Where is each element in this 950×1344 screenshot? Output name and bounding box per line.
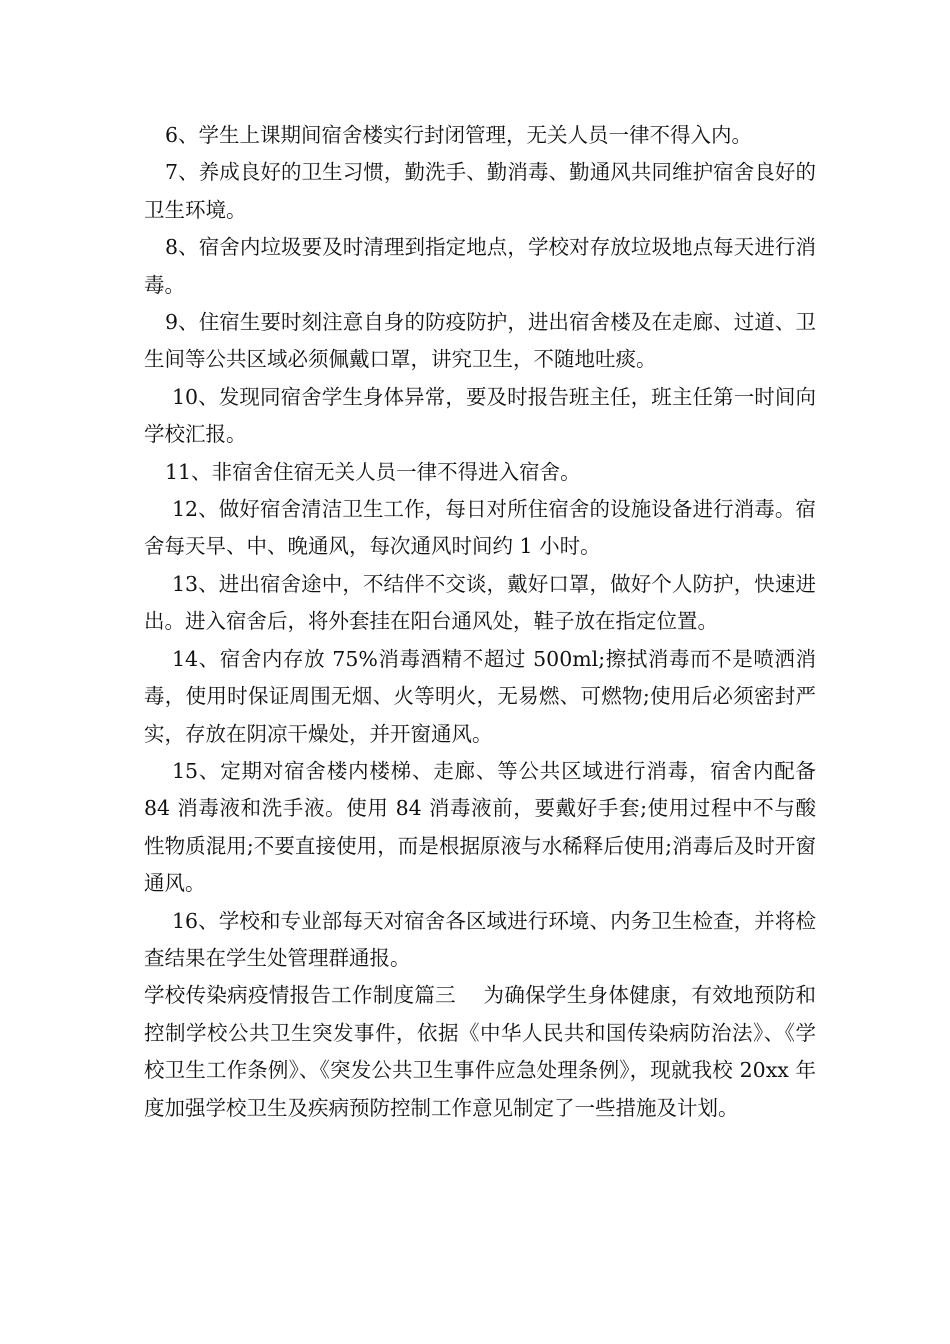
paragraph-item-7: 7、养成良好的卫生习惯，勤洗手、勤消毒、勤通风共同维护宿舍良好的卫生环境。 xyxy=(144,160,816,222)
paragraph-item-9: 9、住宿生要时刻注意自身的防疫防护，进出宿舍楼及在走廊、过道、卫生间等公共区域必须佩戴口罩，讲究卫生，不随地吐痰。 xyxy=(144,310,816,372)
document-body xyxy=(144,117,816,1127)
paragraph-item-14: 14、宿舍内存放 75%消毒酒精不超过 500ml;擦拭消毒而不是喷洒消毒，使用时保证周围无烟、火等明火，无易燃、可燃物;使用后必须密封严实，存放在阴凉干燥处，并开窗通风。 xyxy=(144,646,816,746)
paragraph-item-13: 13、进出宿舍途中，不结伴不交谈，戴好口罩，做好个人防护，快速进出。进入宿舍后，将外套挂在阳台通风处，鞋子放在指定位置。 xyxy=(144,571,816,634)
section-paragraph: 学校传染病疫情报告工作制度篇三 为确保学生身体健康，有效地预防和控制学校公共卫生突发事件，依据《中华人民共和国传染病防治法》、《学校卫生工作条例》、《突发公共卫生事件应急处理条例》，现就我校 20xx 年度加强学校卫生及疾病预防控制工作意见制定了一些措施及计划。 xyxy=(144,983,816,1120)
paragraph-item-12: 12、做好宿舍清洁卫生工作，每日对所住宿舍的设施设备进行消毒。宿舍每天早、中、晚通风，每次通风时间约 1 小时。 xyxy=(144,497,816,559)
paragraph-item-15: 15、定期对宿舍楼内楼梯、走廊、等公共区域进行消毒，宿舍内配备 84 消毒液和洗手液。使用 84 消毒液前，要戴好手套;使用过程中不与酸性物质混用;不要直接使用，而是根据原液与水稀释后使用;消毒后及时开窗通风。 xyxy=(144,758,816,896)
paragraph-item-16: 16、学校和专业部每天对宿舍各区域进行环境、内务卫生检查，并将检查结果在学生处管理群通报。 xyxy=(144,908,816,970)
paragraph-item-6: 6、学生上课期间宿舍楼实行封闭管理，无关人员一律不得入内。 xyxy=(165,123,753,147)
paragraph-item-11: 11、非宿舍住宿无关人员一律不得进入宿舍。 xyxy=(165,459,581,484)
paragraph-item-8: 8、宿舍内垃圾要及时清理到指定地点，学校对存放垃圾地点每天进行消毒。 xyxy=(144,235,816,297)
paragraph-item-10: 10、发现同宿舍学生身体异常，要及时报告班主任，班主任第一时间向学校汇报。 xyxy=(144,384,816,447)
